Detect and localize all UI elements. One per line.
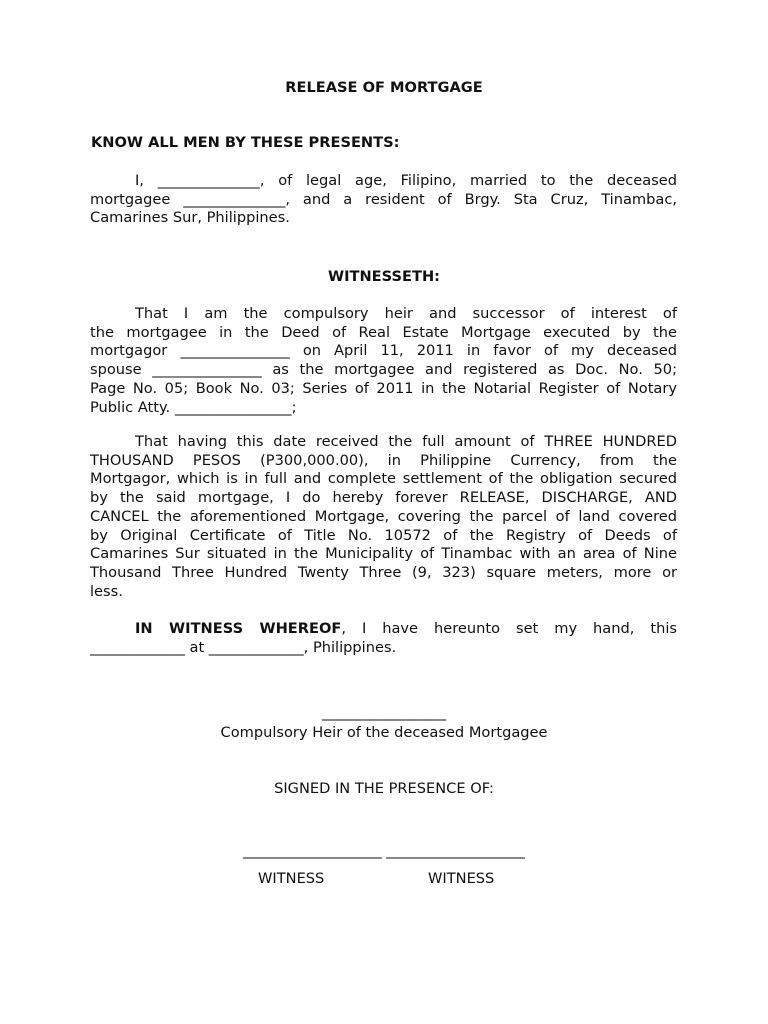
paragraph-line: mortgagee ______________, and a resident of Brgy. Sta Cruz, Tinambac, — [90, 190, 677, 208]
witness-signature-lines: ___________________ ___________________ — [243, 842, 525, 859]
witness-whereof-rest: , I have hereunto set my hand, this — [341, 620, 677, 637]
witness-whereof-bold: IN WITNESS WHEREOF — [135, 620, 342, 637]
paragraph-line: mortgagor _______________ on April 11, 2011 in favor of my deceased — [90, 342, 677, 360]
paragraph-line: That having this date received the full amount of THREE HUNDRED — [135, 433, 677, 450]
paragraph-release — [90, 433, 677, 601]
witness-label-2: WITNESS — [428, 870, 495, 887]
paragraph-witness-whereof — [90, 620, 677, 657]
paragraph-line: Public Atty. ________________; — [90, 398, 297, 416]
paragraph-line: That I am the compulsory heir and successor of interest of — [135, 305, 677, 322]
paragraph-line: by the said mortgage, I do hereby forever RELEASE, DISCHARGE, AND — [90, 489, 677, 507]
signature-line: _________________ — [321, 704, 447, 721]
paragraph-line: THOUSAND PESOS (P300,000.00), in Philippine Currency, from the — [90, 451, 677, 469]
paragraph-line: Camarines Sur, Philippines. — [90, 209, 290, 227]
paragraph-line: less. — [90, 582, 123, 600]
paragraph-line: Page No. 05; Book No. 03; Series of 2011 in the Notarial Register of Notary — [90, 379, 677, 397]
signature-caption: Compulsory Heir of the deceased Mortgagee — [220, 724, 548, 741]
document-title: RELEASE OF MORTGAGE — [285, 79, 483, 96]
witness-label-1: WITNESS — [258, 870, 325, 887]
witnesseth-heading: WITNESSETH: — [327, 268, 440, 285]
paragraph-line: _____________ at _____________, Philippines. — [90, 638, 397, 656]
paragraph-identity — [90, 172, 677, 228]
paragraph-heir — [90, 305, 677, 417]
paragraph-line: Mortgagor, which is in full and complete settlement of the obligation secured — [90, 470, 677, 488]
paragraph-line: CANCEL the aforementioned Mortgage, covering the parcel of land covered — [90, 507, 677, 525]
paragraph-line: by Original Certificate of Title No. 10572 of the Registry of Deeds of — [90, 526, 677, 544]
paragraph-line: Camarines Sur situated in the Municipality of Tinambac with an area of Nine — [90, 545, 677, 563]
paragraph-line: I, ______________, of legal age, Filipino, married to the deceased — [135, 172, 677, 189]
paragraph-line: spouse _______________ as the mortgagee and registered as Doc. No. 50; — [90, 361, 677, 379]
paragraph-line — [90, 620, 677, 639]
intro-heading: KNOW ALL MEN BY THESE PRESENTS: — [91, 134, 400, 151]
paragraph-line: the mortgagee in the Deed of Real Estate Mortgage executed by the — [90, 323, 677, 341]
signed-presence-heading: SIGNED IN THE PRESENCE OF: — [274, 780, 494, 797]
paragraph-line: Thousand Three Hundred Twenty Three (9, 323) square meters, more or — [90, 563, 677, 581]
